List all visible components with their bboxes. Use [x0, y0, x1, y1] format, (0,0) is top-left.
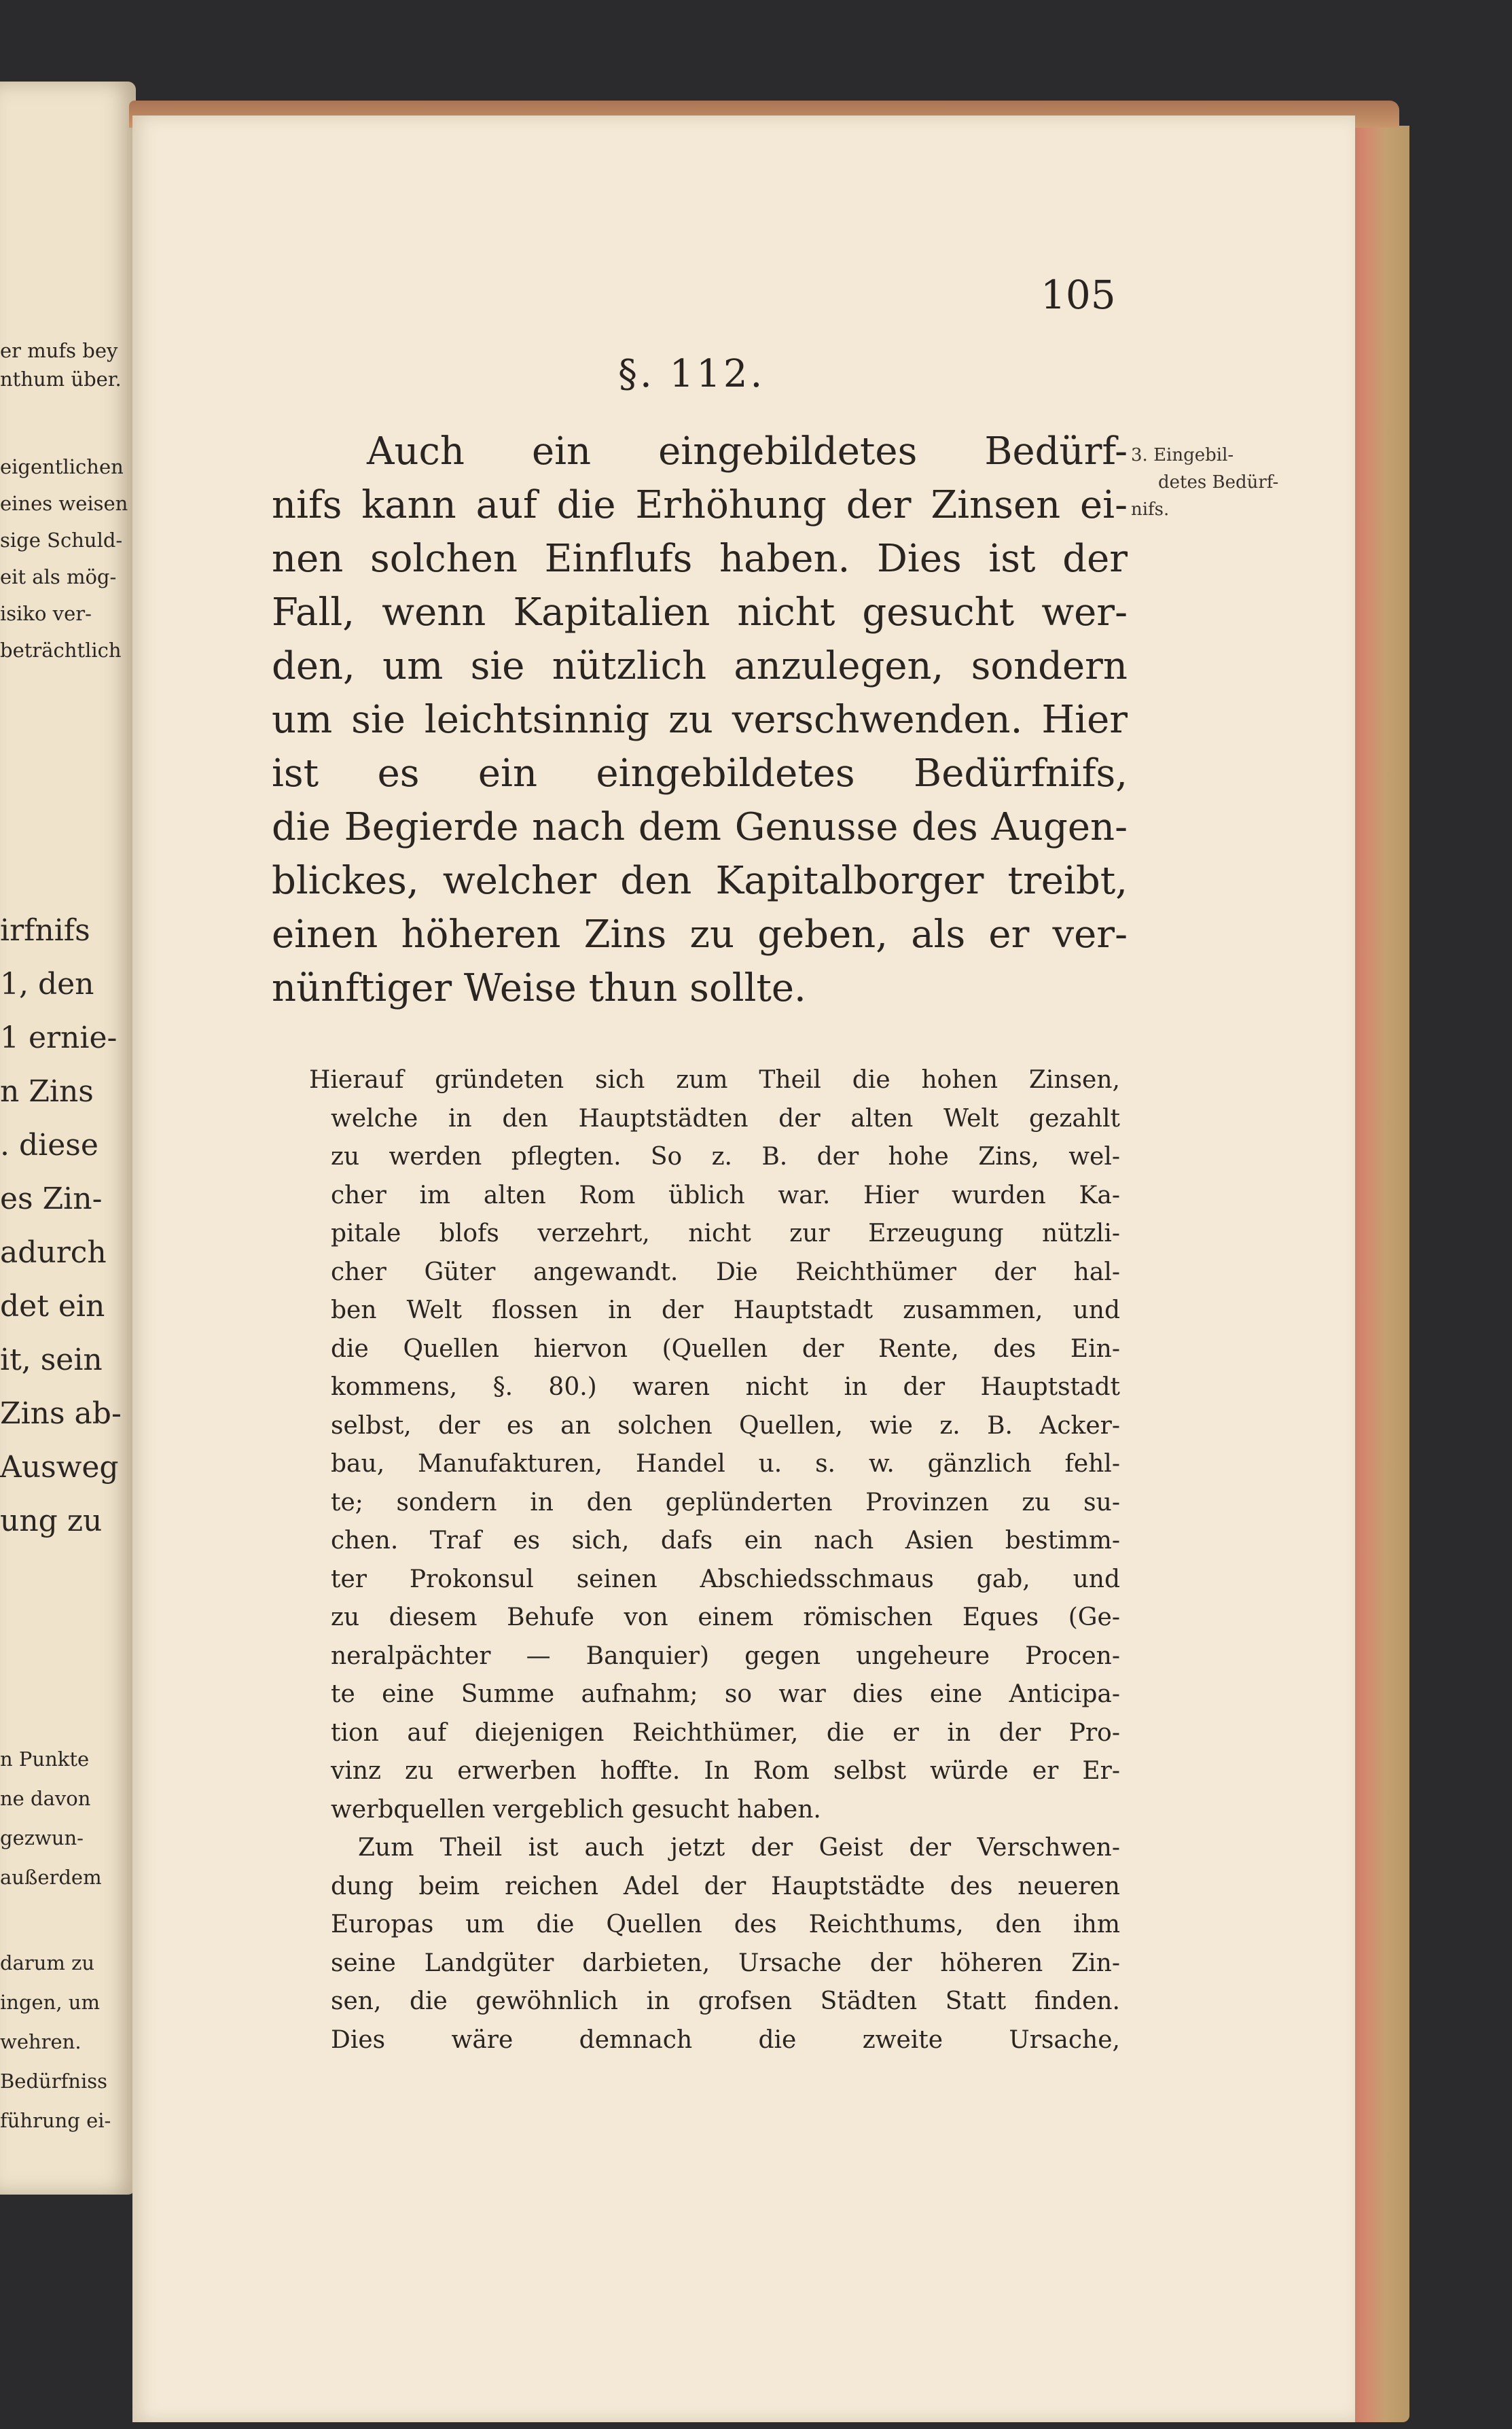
left-fragment: ung zu	[0, 1504, 103, 1538]
note-line: neralpächter — Banquier) gegen ungeheure Procen-	[331, 1642, 1120, 1670]
left-fragment: n Punkte	[0, 1748, 90, 1771]
left-fragment: isiko ver-	[0, 602, 92, 625]
note-line: cher im alten Rom üblich war. Hier wurden Ka-	[331, 1181, 1120, 1209]
book-edge-right	[1348, 126, 1409, 2422]
left-fragments-large	[0, 904, 136, 1548]
note-line: bau, Manufakturen, Handel u. s. w. gänzlich fehl-	[331, 1450, 1120, 1478]
main-line: nifs kann auf die Erhöhung der Zinsen ei-	[272, 483, 1128, 527]
note-line: tion auf diejenigen Reichthümer, die er in der Pro-	[331, 1718, 1120, 1747]
note-line: cher Güter angewandt. Die Reichthümer der hal-	[331, 1258, 1120, 1286]
left-fragment: it, sein	[0, 1343, 103, 1377]
margin-note-line: detes Bedürf-	[1158, 472, 1279, 493]
main-line: Fall, wenn Kapitalien nicht gesucht wer-	[272, 590, 1128, 635]
note-line: sen, die gewöhnlich in grofsen Städten Statt finden.	[331, 1987, 1120, 2015]
main-line: nen solchen Einflufs haben. Dies ist der	[272, 537, 1128, 581]
left-fragment: sige Schuld-	[0, 529, 123, 552]
left-fragment: det ein	[0, 1289, 105, 1324]
note-line: welche in den Hauptstädten der alten Welt gezahlt	[331, 1104, 1120, 1133]
left-fragment: beträchtlich	[0, 639, 122, 662]
note-line: vinz zu erwerben hoffte. In Rom selbst würde er Er-	[331, 1757, 1120, 1785]
left-fragment: außerdem	[0, 1866, 102, 1889]
note-line: zu werden pflegten. So z. B. der hohe Zins, wel-	[331, 1143, 1120, 1171]
note-line: zu diesem Behufe von einem römischen Eques (Ge-	[331, 1603, 1120, 1631]
left-page	[0, 82, 136, 2195]
left-fragment: er mufs bey	[0, 339, 118, 362]
note-line: te eine Summe aufnahm; so war dies eine Anticipa-	[331, 1680, 1120, 1708]
left-fragment: . diese	[0, 1128, 98, 1163]
left-fragment: eines weisen	[0, 492, 128, 515]
note-line: te; sondern in den geplünderten Provinzen zu su-	[331, 1488, 1120, 1517]
main-line: die Begierde nach dem Genusse des Augen-	[272, 805, 1128, 849]
note-line: werbquellen vergeblich gesucht haben.	[331, 1795, 821, 1824]
margin-note	[1131, 442, 1279, 523]
section-heading: §. 112.	[618, 352, 766, 396]
note-line: Hierauf gründeten sich zum Theil die hohen Zinsen,	[309, 1066, 1120, 1094]
left-fragment: Bedürfniss	[0, 2070, 108, 2093]
left-fragment: Zins ab-	[0, 1396, 122, 1431]
footnote-block	[309, 1061, 1120, 2059]
note-line: Dies wäre demnach die zweite Ursache,	[331, 2025, 1120, 2054]
main-line: ist es ein eingebildetes Bedürfnifs,	[272, 751, 1128, 796]
main-line: Auch ein eingebildetes Bedürf-	[367, 429, 1128, 474]
left-fragments-bottom-a	[0, 1739, 136, 1897]
left-fragment: nthum über.	[0, 368, 122, 391]
left-fragment: wehren.	[0, 2030, 82, 2053]
left-fragment: 1 ernie-	[0, 1021, 118, 1055]
left-fragments-bottom-b	[0, 1943, 136, 2140]
note-line: seine Landgüter darbieten, Ursache der höheren Zin-	[331, 1949, 1120, 1977]
note-line: chen. Traf es sich, dafs ein nach Asien bestimm-	[331, 1527, 1120, 1555]
main-line: blickes, welcher den Kapitalborger treibt,	[272, 859, 1128, 903]
main-line: einen höheren Zins zu geben, als er ver-	[272, 912, 1128, 957]
note-line: selbst, der es an solchen Quellen, wie z. B. Acker-	[331, 1411, 1120, 1440]
note-line: ben Welt flossen in der Hauptstadt zusammen, und	[331, 1296, 1120, 1324]
left-fragment: eigentlichen	[0, 455, 124, 478]
note-line: kommens, §. 80.) waren nicht in der Hauptstadt	[331, 1373, 1120, 1401]
note-line: die Quellen hiervon (Quellen der Rente, des Ein-	[331, 1334, 1120, 1363]
left-fragment: es Zin-	[0, 1182, 103, 1216]
main-paragraph	[272, 425, 1128, 1015]
note-line: Zum Theil ist auch jetzt der Geist der Verschwen-	[358, 1834, 1120, 1862]
left-fragment: darum zu	[0, 1951, 95, 1974]
note-line: Europas um die Quellen des Reichthums, den ihm	[331, 1911, 1120, 1938]
left-fragments-mid	[0, 448, 136, 669]
margin-note-line: 3. Eingebil-	[1131, 445, 1234, 465]
left-fragment: 1, den	[0, 967, 94, 1001]
note-line: dung beim reichen Adel der Hauptstädte des neueren	[331, 1872, 1120, 1900]
main-line: den, um sie nützlich anzulegen, sondern	[272, 644, 1128, 688]
note-line: pitale blofs verzehrt, nicht zur Erzeugung nützli-	[331, 1220, 1120, 1247]
left-fragment: gezwun-	[0, 1826, 84, 1849]
left-fragment: eit als mög-	[0, 565, 117, 588]
main-line: um sie leichtsinnig zu verschwenden. Hier	[272, 698, 1128, 742]
left-fragment: n Zins	[0, 1074, 94, 1109]
main-line: nünftiger Weise thun sollte.	[272, 966, 806, 1010]
note-line: ter Prokonsul seinen Abschiedsschmaus gab, und	[331, 1565, 1120, 1593]
left-fragment: führung ei-	[0, 2109, 111, 2132]
left-fragment: ingen, um	[0, 1991, 100, 2014]
left-fragment: Ausweg	[0, 1450, 119, 1485]
margin-note-line: nifs.	[1131, 499, 1170, 520]
left-fragment: adurch	[0, 1235, 107, 1270]
left-fragment: irfnifs	[0, 913, 90, 948]
left-fragment: ne davon	[0, 1787, 91, 1810]
left-fragments-top	[0, 336, 136, 393]
page-number: 105	[1041, 272, 1116, 318]
